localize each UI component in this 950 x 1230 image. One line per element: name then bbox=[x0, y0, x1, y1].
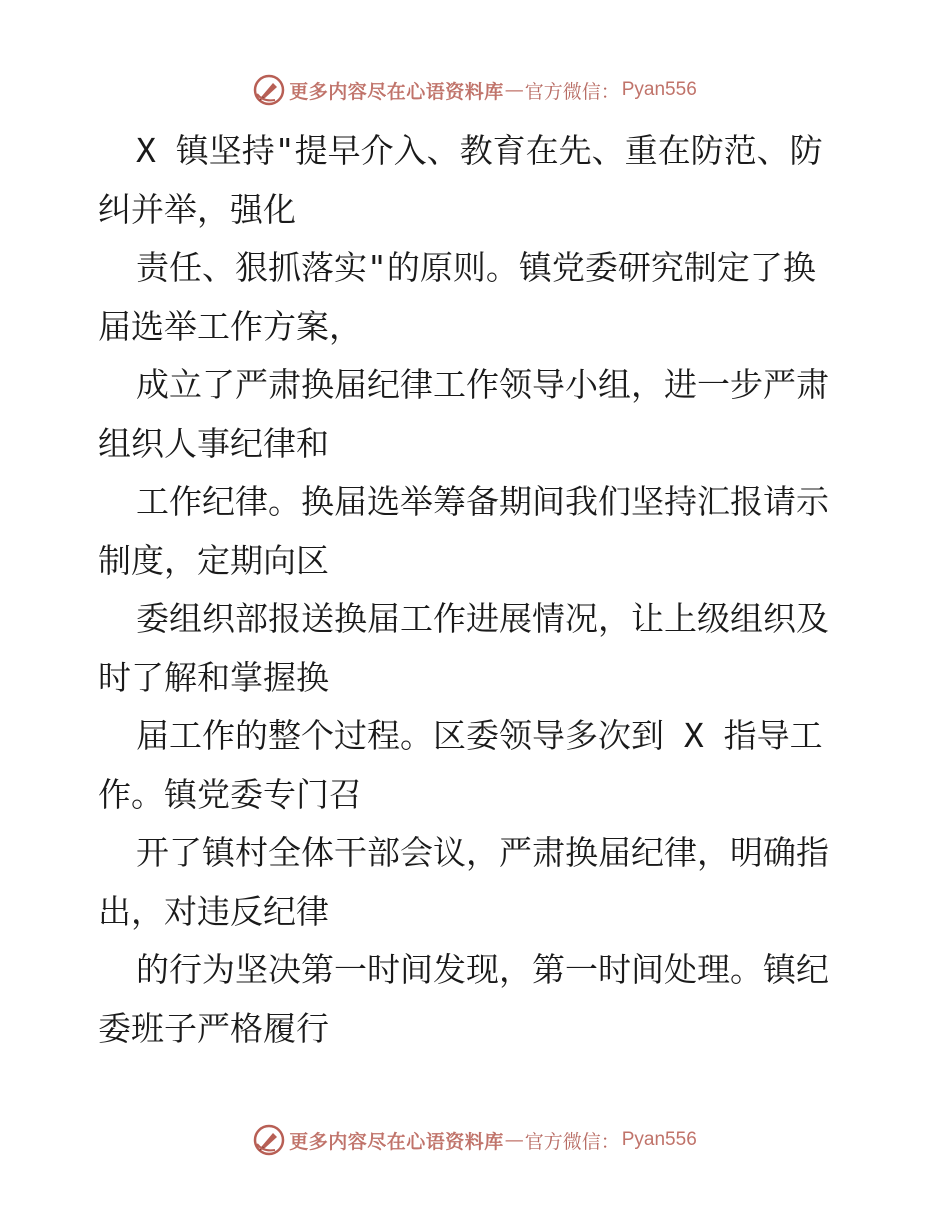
site-name-text: 更多内容尽在心语资料库 bbox=[289, 80, 504, 103]
banner-separator: — bbox=[504, 79, 524, 101]
official-wechat-label: 官方微信： bbox=[524, 1130, 620, 1153]
text-line: 作。镇党委专门召 bbox=[98, 774, 362, 814]
text-line: 委班子严格履行 bbox=[98, 1008, 329, 1048]
text-line: 出，对违反纪律 bbox=[98, 891, 329, 931]
pen-nib-logo-icon bbox=[253, 1124, 285, 1156]
text-line: 工作纪律。换届选举筹备期间我们坚持汇报请示 bbox=[136, 482, 829, 521]
text-line: 届选举工作方案， bbox=[98, 306, 362, 346]
text-line: 成立了严肃换届纪律工作领导小组，进一步严肃 bbox=[136, 365, 829, 404]
text-line: 制度，定期向区 bbox=[98, 540, 329, 580]
text-line: 开了镇村全体干部会议，严肃换届纪律，明确指 bbox=[136, 833, 829, 872]
text-line: 纠并举，强化 bbox=[98, 189, 296, 229]
wechat-account-id: Pyan556 bbox=[621, 1129, 697, 1150]
document-body bbox=[98, 122, 858, 1058]
wechat-account-id: Pyan556 bbox=[621, 79, 697, 100]
header-banner[interactable] bbox=[0, 70, 950, 110]
text-line: 时了解和掌握换 bbox=[98, 657, 329, 697]
site-name-text: 更多内容尽在心语资料库 bbox=[289, 1130, 504, 1153]
text-line: 届工作的整个过程。区委领导多次到 X 指导工 bbox=[136, 716, 823, 755]
text-line: 责任、狠抓落实"的原则。镇党委研究制定了换 bbox=[136, 248, 816, 287]
official-wechat-label: 官方微信： bbox=[524, 80, 620, 103]
text-line: 组织人事纪律和 bbox=[98, 423, 329, 463]
pen-nib-logo-icon bbox=[253, 74, 285, 106]
footer-banner[interactable] bbox=[0, 1120, 950, 1160]
text-line: X 镇坚持"提早介入、教育在先、重在防范、防 bbox=[136, 131, 823, 170]
text-line: 委组织部报送换届工作进展情况，让上级组织及 bbox=[136, 599, 829, 638]
banner-separator: — bbox=[504, 1129, 524, 1151]
text-line: 的行为坚决第一时间发现，第一时间处理。镇纪 bbox=[136, 950, 829, 989]
